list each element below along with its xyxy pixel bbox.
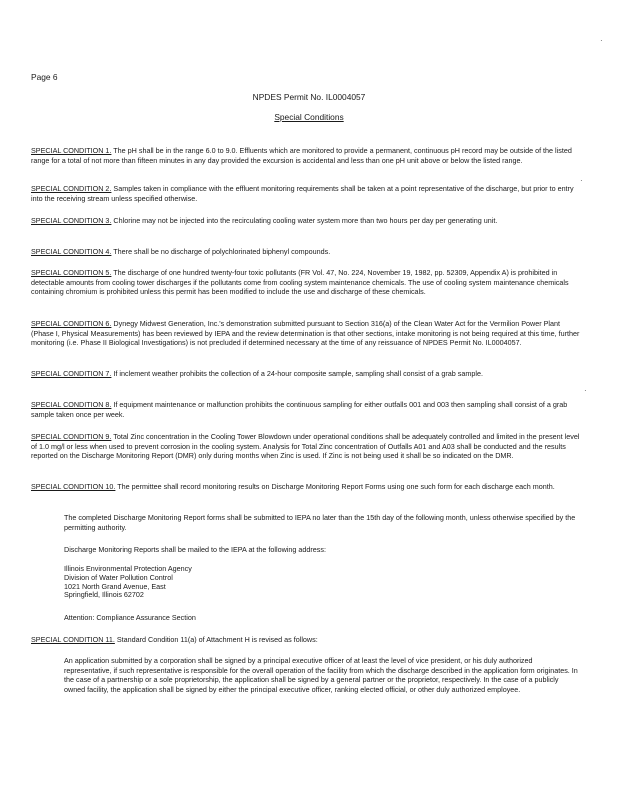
condition-text: Total Zinc concentration in the Cooling Tower Blowdown under operational conditions shall be adequately controlled and limited in the present level of 1.0 mg/l or less when used to prevent corrosion in the cooling system. Analysis for Total Zinc concentration of Outfalls A01 and A03 shall be conducted and the results reported on the Discharge Monitoring Report (DMR) only during months when Zinc is used. If Zinc is not being used it shall be so indicated on the DMR. <box>31 432 580 461</box>
condition-text: Chlorine may not be injected into the recirculating cooling water system more than two hours per day per generating unit. <box>111 216 498 225</box>
scan-speck: · <box>584 386 587 395</box>
condition-text: Dynegy Midwest Generation, Inc.'s demonstration submitted pursuant to Section 316(a) of the Clean Water Act for the Vermilion Power Plant (Phase I, Physical Measurements) has been reviewed by IEPA and the review determination is that other sections, intake monitoring is not being required at this time, further monitoring (i.e. Phase II Biological Investigations) is not precluded if determined necessary at the time of any reissuance of NPDES Permit No. IL0004057. <box>31 319 580 348</box>
special-condition-5 <box>31 268 581 297</box>
scan-speck: · <box>600 36 603 45</box>
special-condition-8 <box>31 400 581 419</box>
condition-text: The permittee shall record monitoring results on Discharge Monitoring Report Forms using one such form for each discharge each month. <box>115 482 555 491</box>
special-condition-7 <box>31 369 581 379</box>
attention-line: Attention: Compliance Assurance Section <box>64 613 196 622</box>
condition-text: Samples taken in compliance with the effluent monitoring requirements shall be taken at a point representative of the discharge, but prior to entry into the receiving stream unless specified otherwise. <box>31 184 574 203</box>
condition-heading: SPECIAL CONDITION 11. <box>31 635 115 644</box>
condition-heading: SPECIAL CONDITION 3. <box>31 216 112 225</box>
address-line: 1021 North Grand Avenue, East <box>64 581 166 591</box>
special-condition-3 <box>31 216 581 226</box>
condition-heading: SPECIAL CONDITION 5. <box>31 268 112 277</box>
iepa-address <box>64 565 192 600</box>
condition-text: The pH shall be in the range 6.0 to 9.0. Effluents which are monitored to provide a permanent, continuous pH record may be outside of the listed range for a total of not more than fifteen minutes in any day provided the excursion is accidental and less than one pH unit above or below the listed range. <box>31 146 572 165</box>
special-condition-11 <box>31 635 581 645</box>
condition-text: If inclement weather prohibits the collection of a 24-hour composite sample, sampling shall consist of a grab sample. <box>111 369 483 378</box>
condition-heading: SPECIAL CONDITION 10. <box>31 482 116 491</box>
special-condition-2 <box>31 184 581 203</box>
special-condition-10 <box>31 482 581 492</box>
special-condition-1 <box>31 146 581 165</box>
address-line: Division of Water Pollution Control <box>64 572 173 582</box>
condition-heading: SPECIAL CONDITION 1. <box>31 146 112 155</box>
permit-title: NPDES Permit No. IL0004057 <box>252 92 366 102</box>
condition-heading: SPECIAL CONDITION 4. <box>31 247 112 256</box>
condition-heading: SPECIAL CONDITION 2. <box>31 184 112 193</box>
special-condition-4 <box>31 247 581 257</box>
condition-text: The discharge of one hundred twenty-four toxic pollutants (FR Vol. 47, No. 224, November 19, 1982, pp. 52309, Appendix A) is prohibited in detectable amounts from cooling tower discharges if the pollutants come from cooling system maintenance chemicals. The use of cooling system maintenance chemicals containing chromium is prohibited unless this permit has been modified to include the use and discharge of these chemicals. <box>31 268 569 297</box>
condition-text: There shall be no discharge of polychlorinated biphenyl compounds. <box>111 247 331 256</box>
special-condition-9 <box>31 432 581 461</box>
section-title: Special Conditions <box>274 112 344 122</box>
scan-speck: · <box>580 176 583 185</box>
page-number: Page 6 <box>31 72 58 82</box>
application-signature-paragraph: An application submitted by a corporation shall be signed by a principal executive officer of at least the level of vice president, or his duly authorized representative, if such representative is responsible for the overall operation of the facility from which the discharge described in the application form originates. In the case of a partnership or a sole proprietorship, the application shall be signed by a general partner or the proprietor, respectively. In the case of a publicly owned facility, the application shall be signed by either the principal executive officer, ranking elected official, or other duly authorized employee. <box>64 656 578 694</box>
condition-text: If equipment maintenance or malfunction prohibits the continuous sampling for either outfalls 001 and 003 then sampling shall consist of a grab sample taken once per week. <box>31 400 568 419</box>
condition-heading: SPECIAL CONDITION 8. <box>31 400 112 409</box>
dmr-submission-paragraph: The completed Discharge Monitoring Report forms shall be submitted to IEPA no later than the 15th day of the following month, unless otherwise specified by the permitting authority. <box>64 513 576 532</box>
dmr-mailing-paragraph: Discharge Monitoring Reports shall be mailed to the IEPA at the following address: <box>64 545 326 554</box>
special-condition-6 <box>31 319 581 348</box>
address-line: Illinois Environmental Protection Agency <box>64 564 192 573</box>
condition-text: Standard Condition 11(a) of Attachment H is revised as follows: <box>114 635 318 644</box>
condition-heading: SPECIAL CONDITION 6. <box>31 319 112 328</box>
condition-heading: SPECIAL CONDITION 7. <box>31 369 112 378</box>
address-line: Springfield, Illinois 62702 <box>64 590 144 600</box>
condition-heading: SPECIAL CONDITION 9. <box>31 432 112 441</box>
